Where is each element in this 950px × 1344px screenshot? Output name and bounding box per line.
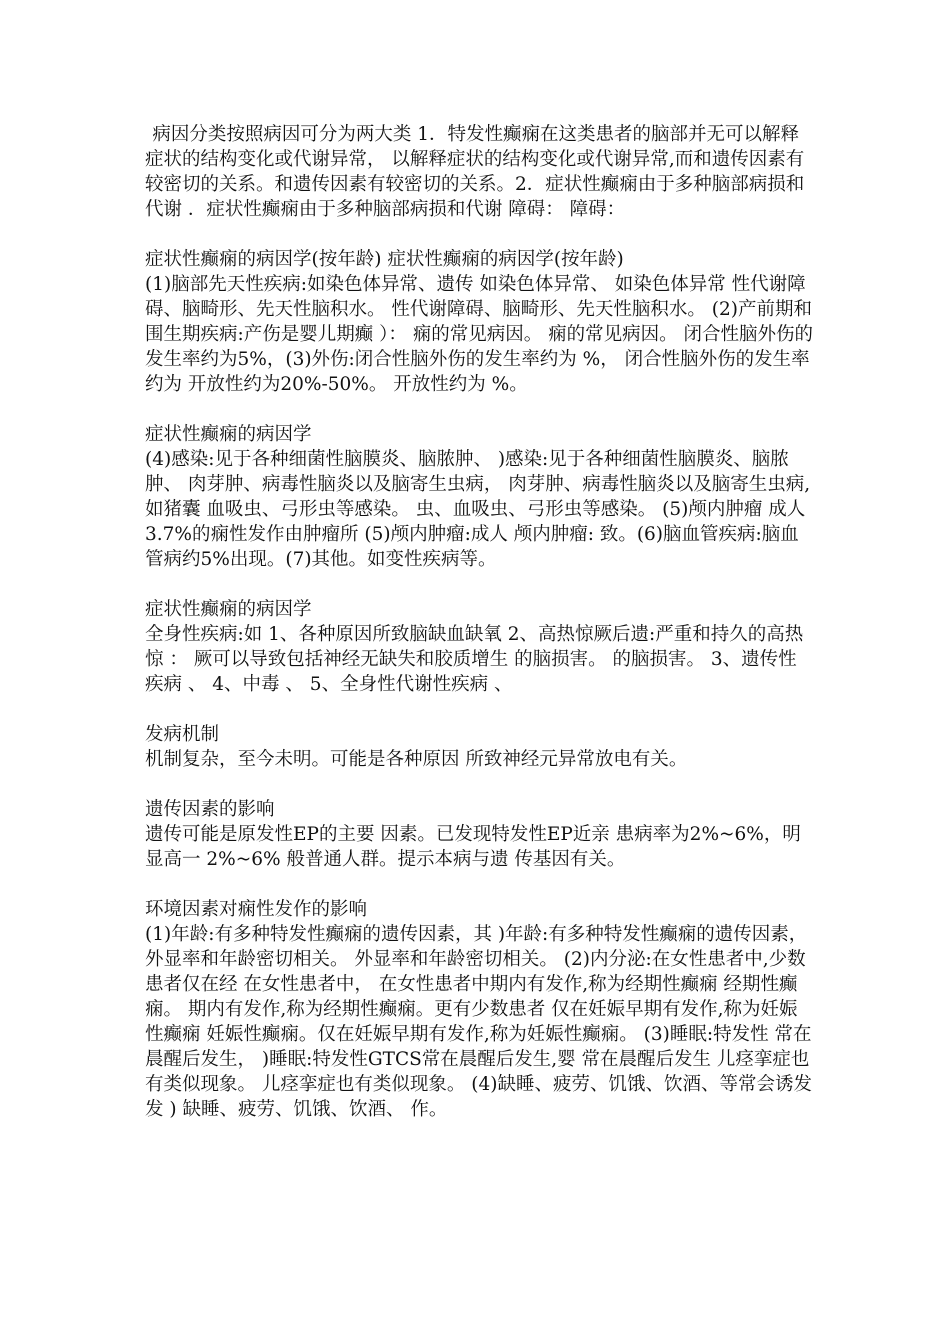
section-environmental-factors <box>145 897 815 1122</box>
section-symptomatic-systemic <box>145 597 815 697</box>
section-heading: 遗传因素的影响 <box>145 799 275 820</box>
section-symptomatic-infection <box>145 422 815 572</box>
section-heading: 症状性癫痫的病因学 <box>145 424 312 445</box>
section-pathogenesis <box>145 722 815 772</box>
section-body: 遗传可能是原发性EP的主要 因素。已发现特发性EP近亲 患病率为2%~6%，明显高一 2%~6% 般普通人群。提示本病与遗 传基因有关。 <box>145 824 801 870</box>
section-symptomatic-by-age <box>145 247 815 397</box>
section-heading: 症状性癫痫的病因学(按年龄) 症状性癫痫的病因学(按年龄) <box>145 249 624 270</box>
section-etiology-classification <box>145 122 815 222</box>
section-heading: 症状性癫痫的病因学 <box>145 599 312 620</box>
section-body: 全身性疾病:如 1、各种原因所致脑缺血缺氧 2、高热惊厥后遗:严重和持久的高热惊 ： 厥可以导致包括神经无缺失和胶质增生 的脑损害。 的脑损害。 3、遗传性疾病 、 4、中毒 、 5、全身性代谢性疾病 、 <box>145 624 804 695</box>
section-body: 机制复杂，至今未明。可能是各种原因 所致神经元异常放电有关。 <box>145 749 688 770</box>
document-body <box>145 122 815 1147</box>
section-body: 病因分类按照病因可分为两大类 1．特发性癫痫在这类患者的脑部并无可以解释症状的结构变化或代谢异常， 以解释症状的结构变化或代谢异常,而和遗传因素有较密切的关系。和遗传因素有较密切的关系。2．症状性癫痫由于多种脑部病损和代谢 ．症状性癫痫由于多种脑部病损和代谢 障碍： 障碍： <box>145 124 805 220</box>
section-genetic-factors <box>145 797 815 872</box>
section-heading: 环境因素对痫性发作的影响 <box>145 899 368 920</box>
section-body: (1)年龄:有多种特发性癫痫的遗传因素，其 )年龄:有多种特发性癫痫的遗传因素， 外显率和年龄密切相关。 外显率和年龄密切相关。 (2)内分泌:在女性患者中,少数患者仅在经 在女性患者中， 在女性患者中期内有发作,称为经期性癫痫 经期性癫痫。 期内有发作,称为经期性癫痫。更有少数患者 仅在妊娠早期有发作,称为妊娠性癫痫 妊娠性癫痫。仅在妊娠早期有发作,称为妊娠性癫痫。 (3)睡眠:特发性 常在晨醒后发生， )睡眠:特发性GTCS常在晨醒后发生,婴 常在晨醒后发生 儿痉挛症也有类似现象。 儿痉挛症也有类似现象。 (4)缺睡、疲劳、饥饿、饮酒、等常会诱发发 ) 缺睡、疲劳、饥饿、饮酒、 作。 <box>145 924 812 1120</box>
section-body: (1)脑部先天性疾病:如染色体异常、遗传 如染色体异常、 如染色体异常 性代谢障碍、脑畸形、先天性脑积水。 性代谢障碍、脑畸形、先天性脑积水。 (2)产前期和围生期疾病:产伤是婴儿期癫 ）： 痫的常见病因。 痫的常见病因。 闭合性脑外伤的发生率约为5%，(3)外伤:闭合性脑外伤的发生率约为 %， 闭合性脑外伤的发生率约为 开放性约为20%-50%。 开放性约为 %。 <box>145 274 814 395</box>
section-body: (4)感染:见于各种细菌性脑膜炎、脑脓肿、 )感染:见于各种细菌性脑膜炎、脑脓肿、 肉芽肿、病毒性脑炎以及脑寄生虫病， 肉芽肿、病毒性脑炎以及脑寄生虫病,如猪囊 血吸虫、弓形虫等感染。 虫、血吸虫、弓形虫等感染。 (5)颅内肿瘤 成人3.7%的痫性发作由肿瘤所 (5)颅内肿瘤:成人 颅内肿瘤: 致。(6)脑血管疾病:脑血管病约5%出现。(7)其他。如变性疾病等。 <box>145 449 811 570</box>
section-heading: 发病机制 <box>145 724 220 745</box>
